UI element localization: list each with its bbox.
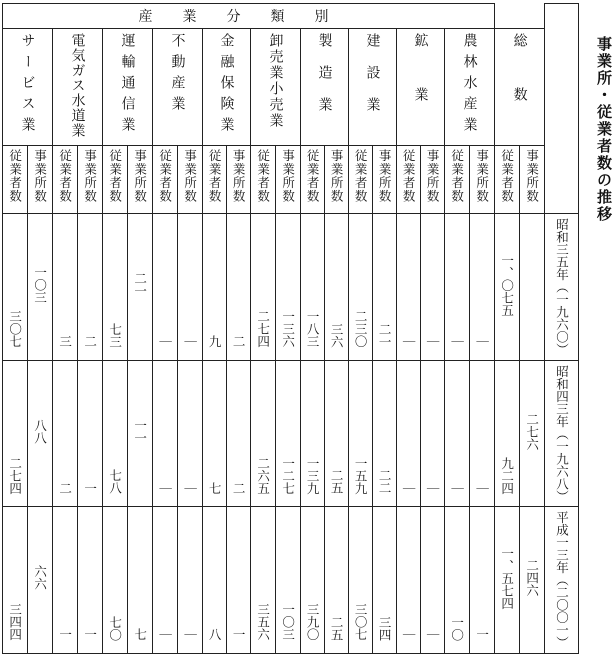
sub-header-employees: 従業者数	[349, 146, 373, 214]
data-cell: 二四六	[520, 507, 545, 654]
data-cell: 二	[227, 214, 251, 361]
data-cell: 二五	[325, 360, 349, 507]
data-cell: 二五	[325, 507, 349, 654]
data-cell: 二六五	[251, 360, 276, 507]
industry-header: 鉱業	[397, 29, 445, 146]
data-cell: 一八三	[301, 214, 325, 361]
data-cell: ｜	[470, 360, 495, 507]
data-cell: ｜	[178, 507, 203, 654]
era-label: 昭和四三年（一九六八）	[545, 360, 579, 507]
data-cell: ｜	[421, 214, 445, 361]
era-label: 平成一三年（二〇〇一）	[545, 507, 579, 654]
industry-header: サービス業	[3, 29, 53, 146]
data-cell: ｜	[153, 360, 178, 507]
era-label: 昭和三五年（一九六〇）	[545, 214, 579, 361]
data-cell: ｜	[445, 360, 470, 507]
page-title: 事業所・従業者数の推移	[595, 36, 613, 223]
data-cell: 三六	[325, 214, 349, 361]
data-cell: 一三六	[276, 214, 301, 361]
era-header-cell	[545, 4, 579, 214]
data-cell: 一	[78, 507, 103, 654]
data-cell: 一〇三	[276, 507, 301, 654]
sub-header-establishments: 事業所数	[520, 146, 545, 214]
data-cell: 一	[470, 507, 495, 654]
data-cell: ｜	[470, 214, 495, 361]
sub-header-employees: 従業者数	[495, 146, 520, 214]
data-cell: 七三	[103, 214, 128, 361]
data-cell: 一、〇七五	[495, 214, 520, 361]
sub-header-employees: 従業者数	[251, 146, 276, 214]
industry-header: 金融保険業	[203, 29, 251, 146]
data-cell: 二	[53, 360, 78, 507]
data-cell: 一二七	[276, 360, 301, 507]
data-cell: 七八	[103, 360, 128, 507]
data-cell: 一〇	[445, 507, 470, 654]
sub-header-establishments: 事業所数	[128, 146, 153, 214]
data-cell: ｜	[397, 507, 421, 654]
industry-header: 運輸通信業	[103, 29, 153, 146]
data-cell: 二三〇	[349, 214, 373, 361]
sub-header-employees: 従業者数	[203, 146, 227, 214]
industry-header: 不動産業	[153, 29, 203, 146]
data-cell: ｜	[445, 214, 470, 361]
data-cell: 八八	[28, 360, 53, 507]
sub-header-employees: 従業者数	[397, 146, 421, 214]
data-cell: 三	[53, 214, 78, 361]
data-cell: 二二	[373, 360, 397, 507]
data-cell: 三〇七	[349, 507, 373, 654]
data-cell: 一、五七四	[495, 507, 520, 654]
data-cell: ｜	[397, 360, 421, 507]
data-cell: ｜	[153, 214, 178, 361]
industry-header: 総数	[495, 29, 545, 146]
data-cell: 七	[128, 507, 153, 654]
data-cell: 一一	[128, 360, 153, 507]
sub-header-establishments: 事業所数	[325, 146, 349, 214]
data-cell: 二一	[128, 214, 153, 361]
sub-header-employees: 従業者数	[445, 146, 470, 214]
sub-header-establishments: 事業所数	[421, 146, 445, 214]
sector-header: 産業分類別	[3, 4, 495, 29]
data-cell: ｜	[421, 360, 445, 507]
data-cell: 七	[203, 360, 227, 507]
sub-header-employees: 従業者数	[103, 146, 128, 214]
data-cell: 二	[227, 360, 251, 507]
data-cell: 一三九	[301, 360, 325, 507]
industry-header: 農林水産業	[445, 29, 495, 146]
sub-header-employees: 従業者数	[3, 146, 28, 214]
sub-header-establishments: 事業所数	[276, 146, 301, 214]
data-cell: 三〇七	[3, 214, 28, 361]
sub-header-employees: 従業者数	[153, 146, 178, 214]
data-cell: 一〇三	[28, 214, 53, 361]
data-cell: 一五九	[349, 360, 373, 507]
table-row	[3, 214, 579, 361]
data-cell: 二七四	[251, 214, 276, 361]
data-cell: ｜	[178, 214, 203, 361]
data-cell: 三九〇	[301, 507, 325, 654]
data-cell: 一	[227, 507, 251, 654]
data-cell: ｜	[397, 214, 421, 361]
sub-header-establishments: 事業所数	[28, 146, 53, 214]
data-cell: 九	[203, 214, 227, 361]
data-cell: ｜	[153, 507, 178, 654]
table-row	[3, 507, 579, 654]
data-cell: 二七四	[3, 360, 28, 507]
data-cell: 三五六	[251, 507, 276, 654]
sub-header-establishments: 事業所数	[227, 146, 251, 214]
data-cell: 八	[203, 507, 227, 654]
table-row	[3, 360, 579, 507]
statistics-table	[2, 3, 579, 654]
sub-header-employees: 従業者数	[301, 146, 325, 214]
sub-header-employees: 従業者数	[53, 146, 78, 214]
data-cell	[520, 214, 545, 361]
data-cell: 二七六	[520, 360, 545, 507]
sub-header-establishments: 事業所数	[470, 146, 495, 214]
data-cell: 三四	[373, 507, 397, 654]
data-cell: 二一	[373, 214, 397, 361]
data-cell: 九二四	[495, 360, 520, 507]
data-cell: 一	[78, 360, 103, 507]
data-cell: 二	[78, 214, 103, 361]
data-cell: ｜	[178, 360, 203, 507]
data-cell: 三四四	[3, 507, 28, 654]
data-cell: 一	[53, 507, 78, 654]
industry-header: 電気ガス水道業	[53, 29, 103, 146]
sub-header-establishments: 事業所数	[373, 146, 397, 214]
sub-header-establishments: 事業所数	[178, 146, 203, 214]
industry-header: 建設業	[349, 29, 397, 146]
data-cell: 七〇	[103, 507, 128, 654]
data-cell: 六六	[28, 507, 53, 654]
sub-header-establishments: 事業所数	[78, 146, 103, 214]
industry-header: 卸売業小売業	[251, 29, 301, 146]
data-cell: ｜	[421, 507, 445, 654]
industry-header: 製造業	[301, 29, 349, 146]
